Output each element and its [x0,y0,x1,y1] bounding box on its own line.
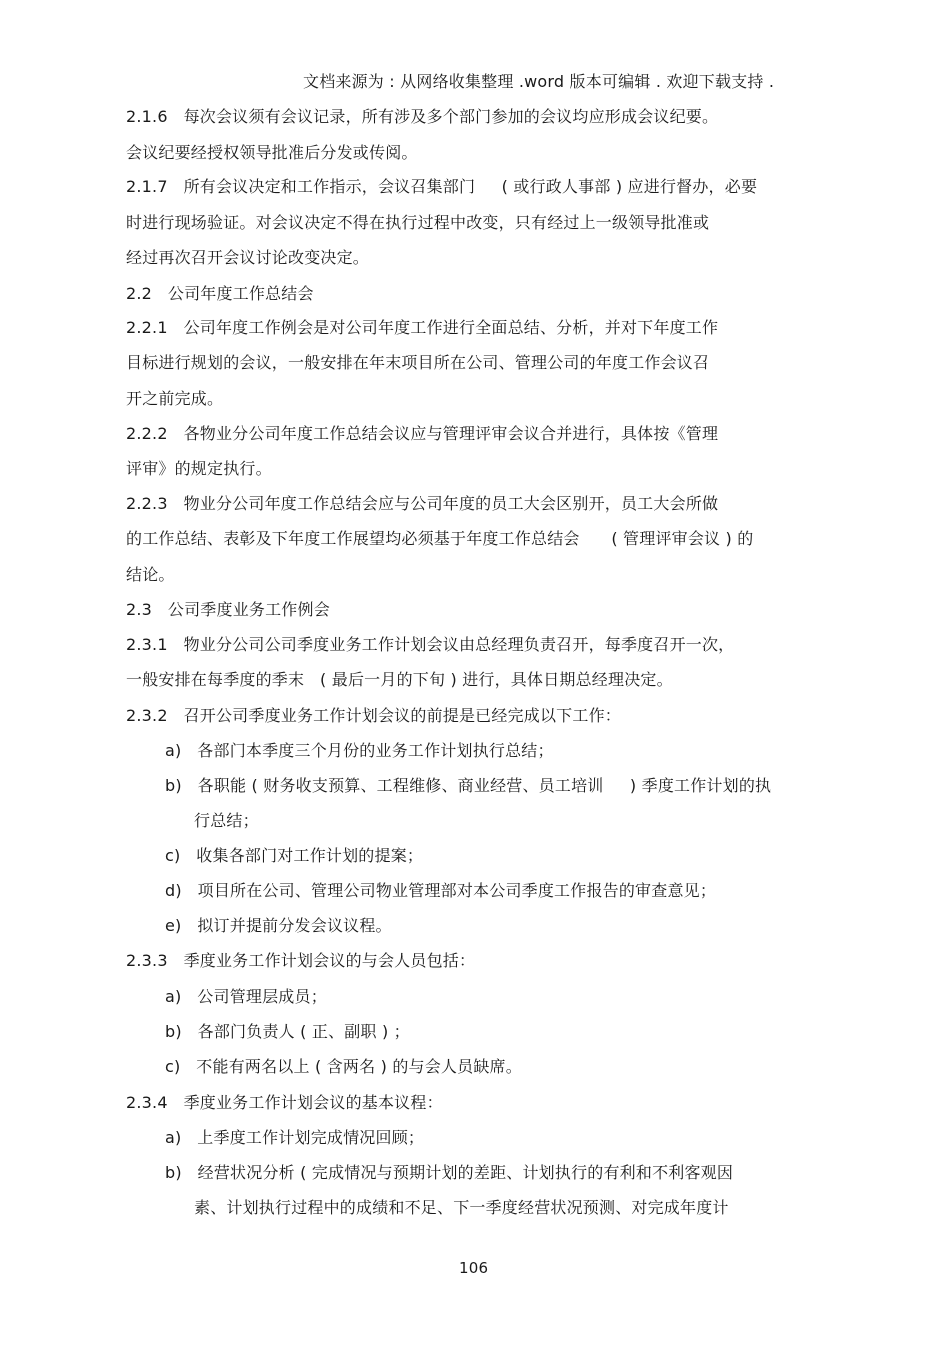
text-line: 2.1.7 所有会议决定和工作指示，会议召集部门 ( 或行政人事部 ) 应进行督办，必要 [126,177,758,196]
document-source-header: 文档来源为 : 从网络收集整理 .word 版本可编辑 . 欢迎下载支持 . [303,72,775,91]
text-line: a) 公司管理层成员； [165,987,327,1006]
text-line: 2.3 公司季度业务工作例会 [126,600,330,619]
page-number: 106 [459,1259,489,1277]
text-line: b) 经营状况分析 ( 完成情况与预期计划的差距、计划执行的有利和不利客观因 [165,1163,734,1182]
text-line: 2.2 公司年度工作总结会 [126,284,314,303]
text-line: 2.2.2 各物业分公司年度工作总结会议应与管理评审会议合并进行，具体按《管理 [126,424,719,443]
text-line: 目标进行规划的会议，一般安排在年末项目所在公司、管理公司的年度工作会议召 [126,353,710,372]
text-line: 2.2.1 公司年度工作例会是对公司年度工作进行全面总结、分析，并对下年度工作 [126,318,719,337]
text-line: 时进行现场验证。对会议决定不得在执行过程中改变，只有经过上一级领导批准或 [126,213,710,232]
text-line: 2.3.1 物业分公司公司季度业务工作计划会议由总经理负责召开，每季度召开一次， [126,635,735,654]
text-line: 会议纪要经授权领导批准后分发或传阅。 [126,143,418,162]
text-line: a) 上季度工作计划完成情况回顾； [165,1128,425,1147]
text-line: b) 各职能 ( 财务收支预算、工程维修、商业经营、员工培训 ) 季度工作计划的执 [165,776,772,795]
text-line: 开之前完成。 [126,389,224,408]
text-line: 的工作总结、表彰及下年度工作展望均必须基于年度工作总结会 ( 管理评审会议 ) 的 [126,529,754,548]
text-line: 2.2.3 物业分公司年度工作总结会应与公司年度的员工大会区别开，员工大会所做 [126,494,719,513]
text-line: 2.3.3 季度业务工作计划会议的与会人员包括： [126,951,476,970]
text-line: 2.3.2 召开公司季度业务工作计划会议的前提是已经完成以下工作： [126,706,621,725]
text-line: 结论。 [126,565,175,584]
text-line: 素、计划执行过程中的成绩和不足、下一季度经营状况预测、对完成年度计 [194,1198,729,1217]
text-line: 2.1.6 每次会议须有会议记录，所有涉及多个部门参加的会议均应形成会议纪要。 [126,107,719,126]
text-line: 评审》的规定执行。 [126,459,272,478]
text-line: d) 项目所在公司、管理公司物业管理部对本公司季度工作报告的审查意见； [165,881,717,900]
text-line: c) 收集各部门对工作计划的提案； [165,846,424,865]
text-line: e) 拟订并提前分发会议议程。 [165,916,392,935]
text-line: b) 各部门负责人 ( 正、副职 ) ； [165,1022,410,1041]
text-line: 2.3.4 季度业务工作计划会议的基本议程： [126,1093,443,1112]
text-line: c) 不能有两名以上 ( 含两名 ) 的与会人员缺席。 [165,1057,522,1076]
text-line: 经过再次召开会议讨论改变决定。 [126,248,370,267]
text-line: 一般安排在每季度的季末 ( 最后一月的下旬 ) 进行，具体日期总经理决定。 [126,670,673,689]
text-line: 行总结； [194,811,259,830]
text-line: a) 各部门本季度三个月份的业务工作计划执行总结； [165,741,554,760]
